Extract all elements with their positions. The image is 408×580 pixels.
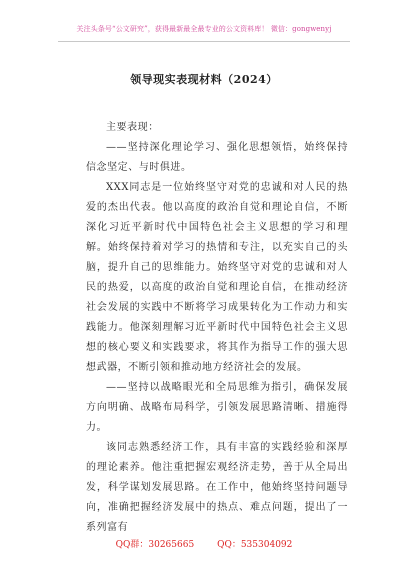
paragraph-1: ——坚持深化理论学习、强化思想领悟，始终保持信念坚定、与时俱进。	[86, 142, 348, 173]
section-label: 主要表现：	[106, 122, 159, 133]
header-banner: 关注头条号“公文研究”，获得最新最全最专业的公文资料库！ 微信：gongwenyj	[76, 25, 332, 33]
paragraph-3: ——坚持以战略眼光和全局思维为指引，确保发展方向明确、战略布局科学，引领发展思路清晰、措施得力。	[86, 382, 348, 433]
footer-contact	[0, 537, 408, 550]
paragraph-4: 该同志熟悉经济工作，具有丰富的实践经验和深厚的理论素养。他注重把握宏观经济走势，善于从全局出发，科学谋划发展思路。在工作中，他始终坚持问题导向，准确把握经济发展中的热点、难点问题，提出了一系列富有	[86, 442, 348, 533]
qq-group-number: QQ群：30265665	[115, 540, 195, 550]
header-divider	[58, 41, 350, 42]
qq-number: QQ：535304092	[217, 540, 293, 550]
document-title: 领导现实表现材料（2024）	[130, 73, 278, 86]
paragraph-2: XXX同志是一位始终坚守对党的忠诚和对人民的热爱的杰出代表。他以高度的政治自觉和理论自信，不断深化习近平新时代中国特色社会主义思想的学习和理解。始终保持着对学习的热情和专注，以充实自己的头脑，提升自己的思维能力。始终坚守对党的忠诚和对人民的热爱，以高度的政治自觉和理论自信，在推动经济社会发展的实践中不断将学习成果转化为工作动力和实践能力。他深刻理解习近平新时代中国特色社会主义思想的核心要义和实践要求，将其作为指导工作的强大思想武器，不断引领和推动地方经济社会的发展。	[86, 182, 348, 373]
document-body	[86, 118, 348, 538]
